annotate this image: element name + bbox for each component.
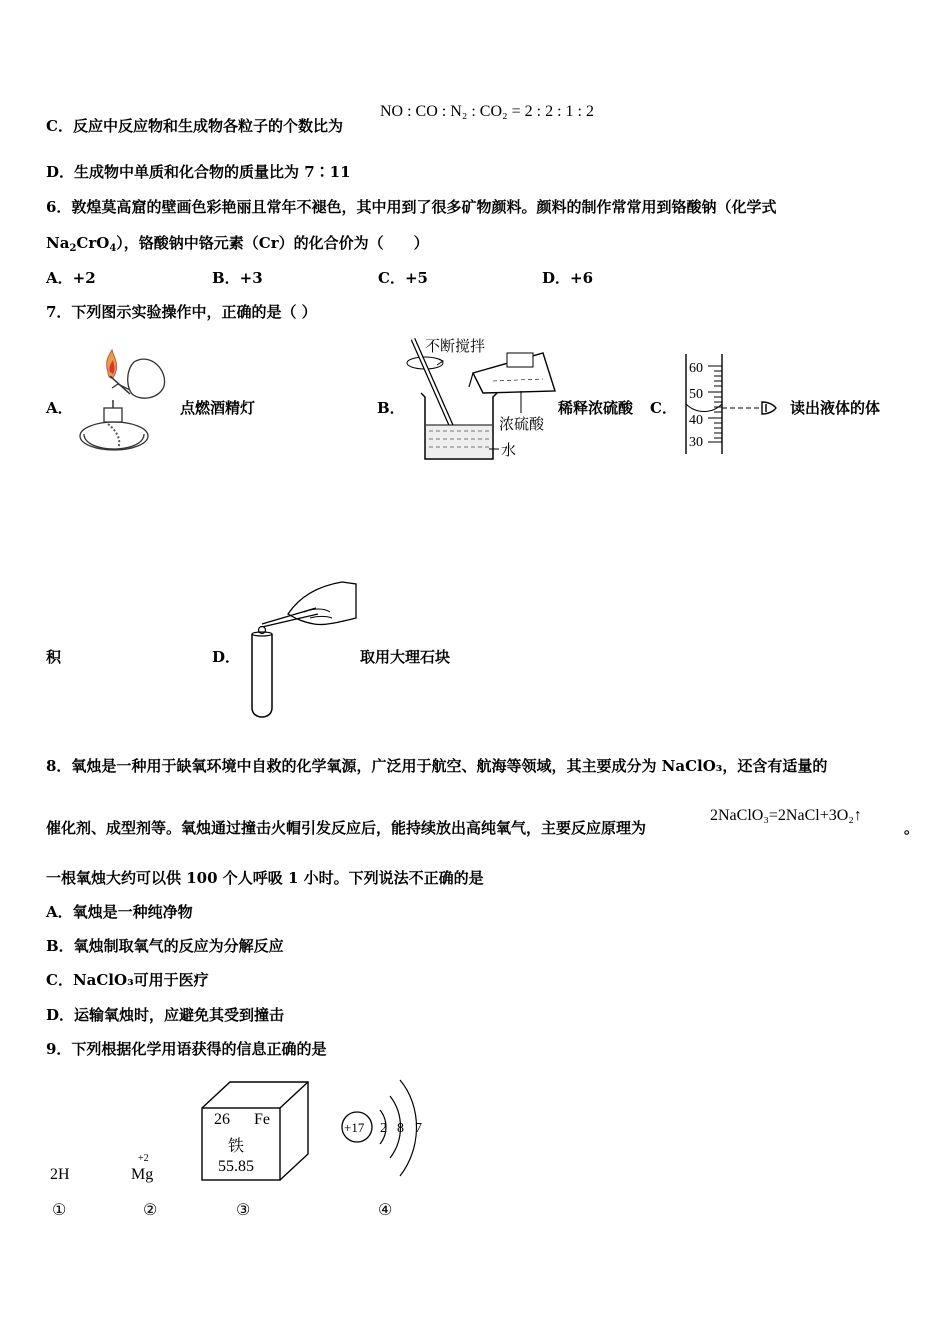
- q8-option-c: C．NaClO₃可用于医疗: [46, 971, 209, 989]
- atom-nucleus: +17: [344, 1120, 365, 1135]
- q7-option-b-letter: B．: [377, 399, 405, 417]
- q7-option-b-label: 稀释浓硫酸: [558, 399, 634, 417]
- q9-label-3: ③: [236, 1202, 251, 1219]
- label-stir: 不断搅拌: [425, 337, 486, 355]
- q9-label-1: ①: [52, 1202, 67, 1219]
- q9-mg-charge: +2: [138, 1153, 149, 1164]
- q8-stem-line2: 催化剂、成型剂等。氧烛通过撞击火帽引发反应后，能持续放出高纯氧气，主要反应原理为: [46, 819, 647, 837]
- label-conc-acid: 浓硫酸: [499, 415, 545, 433]
- q8-option-b: B．氧烛制取氧气的反应为分解反应: [46, 937, 284, 955]
- q8-option-a: A．氧烛是一种纯净物: [46, 903, 193, 921]
- q6-stem-line2: $Na_2CrO_4$），铬酸钠中铬元素（Cr）的化合价为（ ）: [46, 234, 429, 254]
- q9-label-2: ②: [143, 1202, 158, 1219]
- q7-option-c-label: 读出液体的体: [790, 399, 881, 417]
- q5-option-c: C．反应中反应物和生成物各粒子的个数比为: [46, 117, 343, 135]
- atom-shell-3: 7: [415, 1121, 422, 1136]
- q8-stem-line3: 一根氧烛大约可以供 100 个人呼吸 1 小时。下列说法不正确的是: [46, 869, 484, 887]
- atom-shell-1: 2: [380, 1121, 387, 1136]
- tick-60: 60: [689, 361, 703, 376]
- tick-50: 50: [689, 387, 703, 402]
- q6-stem-line1: 6．敦煌莫高窟的壁画色彩艳丽且常年不褪色，其中用到了很多矿物颜料。颜料的制作常常用到铬酸钠（化学式: [46, 198, 777, 216]
- q8-option-d: D．运输氧烛时，应避免其受到撞击: [46, 1006, 285, 1024]
- q7-option-a-label: 点燃酒精灯: [180, 399, 256, 417]
- q7-option-a-letter: A．: [46, 399, 73, 417]
- element-symbol: Fe: [254, 1111, 270, 1128]
- q9-label-4: ④: [378, 1202, 393, 1219]
- element-name: 铁: [228, 1136, 245, 1155]
- q7-option-c-letter: C．: [650, 399, 677, 417]
- q6-option-c: C．+5: [378, 269, 428, 287]
- q7-option-d-letter: D．: [212, 648, 241, 666]
- q6-option-a: A．+2: [46, 269, 96, 287]
- test-tube-marble-figure: [244, 578, 360, 722]
- tick-30: 30: [689, 435, 703, 450]
- atom-shell-2: 8: [397, 1121, 404, 1136]
- element-mass: 55.85: [218, 1158, 254, 1175]
- element-number: 26: [214, 1111, 230, 1128]
- tick-40: 40: [689, 413, 703, 428]
- label-water: 水: [501, 441, 517, 459]
- alcohol-lamp-lighting-figure: [72, 350, 172, 460]
- q7-stem: 7．下列图示实验操作中，正确的是（ ）: [46, 303, 317, 321]
- q6-option-d: D．+6: [542, 269, 594, 287]
- q8-equation: 2NaClO₃=2NaCl+3O₂↑: [710, 807, 862, 824]
- q7-option-d-label: 取用大理石块: [360, 648, 451, 666]
- q5-option-d: D．生成物中单质和化合物的质量比为 7∶11: [46, 163, 351, 181]
- q8-stem-line1: 8．氧烛是一种用于缺氧环境中自救的化学氧源，广泛用于航空、航海等领域，其主要成分为 NaClO₃，还含有适量的: [46, 757, 828, 775]
- iron-element-box: [200, 1080, 310, 1184]
- atom-structure-figure: [340, 1070, 430, 1186]
- q9-item-2h: 2H: [50, 1166, 70, 1183]
- q8-stem-line2-end: 。: [904, 819, 920, 837]
- q9-mg-symbol: Mg: [131, 1166, 154, 1183]
- dilute-sulfuric-acid-figure: [403, 333, 563, 463]
- q9-stem: 9．下列根据化学用语获得的信息正确的是: [46, 1040, 327, 1058]
- q5-option-c-formula: NO : CO : N₂ : CO₂ = 2 : 2 : 1 : 2: [380, 103, 594, 120]
- graduated-cylinder-figure: [682, 352, 792, 456]
- q6-option-b: B．+3: [212, 269, 263, 287]
- q7-option-c-label-cont: 积: [46, 648, 62, 666]
